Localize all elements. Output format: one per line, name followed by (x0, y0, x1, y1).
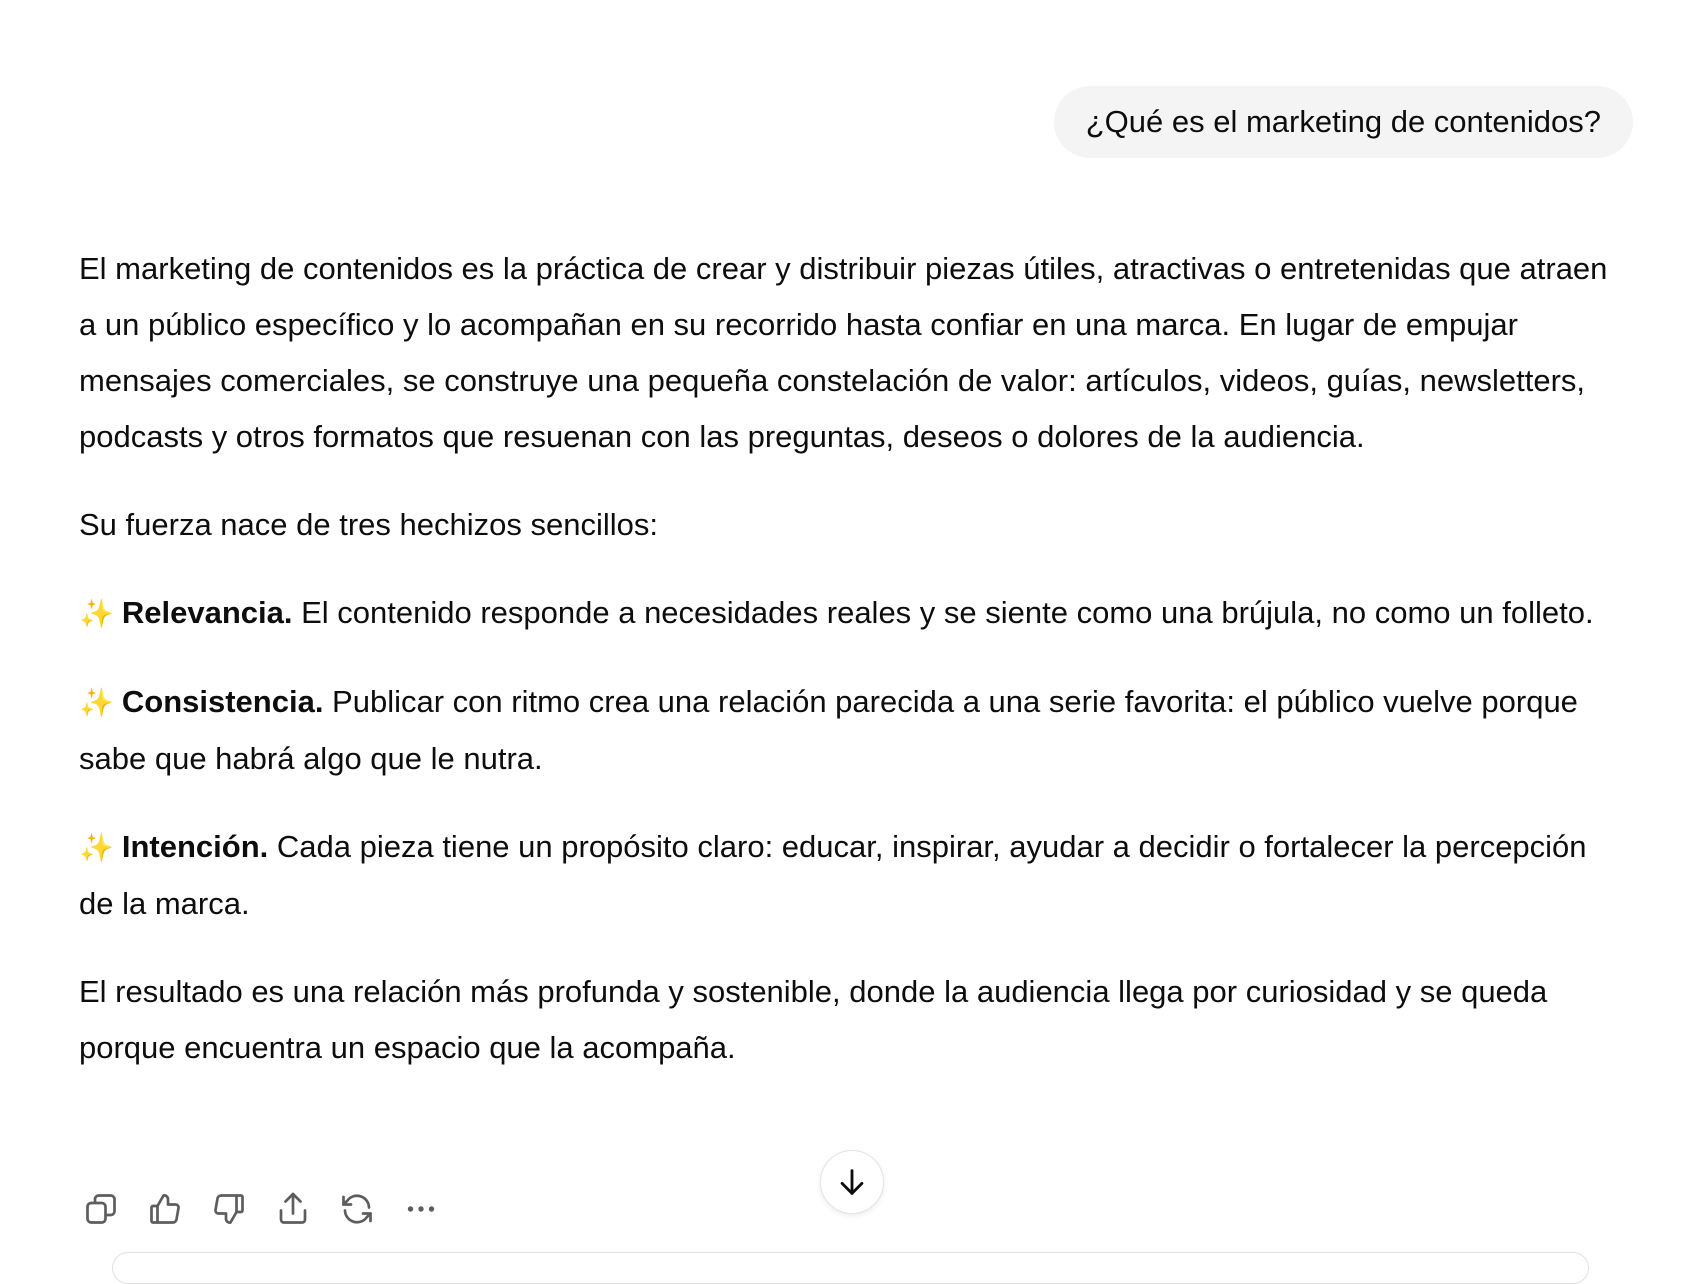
message-actions (79, 1186, 443, 1232)
composer-input-edge[interactable] (112, 1252, 1589, 1284)
conclusion-paragraph: El resultado es una relación más profunda y sostenible, donde la audiencia llega por curiosidad y se queda porque encuentra un espacio que la acompaña. (79, 974, 1548, 1065)
thumbs-down-icon (211, 1191, 247, 1227)
scroll-to-bottom-button[interactable] (820, 1150, 884, 1214)
intro-paragraph: El marketing de contenidos es la práctica de crear y distribuir piezas útiles, atractivas o entretenidas que atraen a un público específico y lo acompañan en su recorrido hasta confiar en una marca. En lugar de empujar mensajes comerciales, se construye una pequeña constelación de valor: artículos, videos, guías, newsletters, podcasts y otros formatos que resuenan con las preguntas, deseos o dolores de la audiencia. (79, 251, 1608, 454)
assistant-response (79, 241, 1624, 1108)
share-icon (275, 1191, 311, 1227)
point-title: Relevancia. (121, 595, 293, 630)
copy-icon (83, 1191, 119, 1227)
point-text: Publicar con ritmo crea una relación parecida a una serie favorita: el público vuelve porque sabe que habrá algo que le nutra. (79, 684, 1578, 776)
thumbs-up-icon (147, 1191, 183, 1227)
point-intencion (79, 819, 1624, 932)
point-text: Cada pieza tiene un propósito claro: educar, inspirar, ayudar a decidir o fortalecer la percepción de la marca. (79, 829, 1587, 921)
point-relevancia (79, 585, 1624, 642)
arrow-down-icon (835, 1165, 869, 1199)
regenerate-button[interactable] (335, 1187, 379, 1231)
sparkles-icon: ✨ (79, 832, 114, 863)
regenerate-icon (339, 1191, 375, 1227)
lead-paragraph: Su fuerza nace de tres hechizos sencillos: (79, 507, 658, 542)
thumbs-up-button[interactable] (143, 1187, 187, 1231)
point-consistencia (79, 674, 1624, 787)
point-title: Intención. (121, 829, 269, 864)
thumbs-down-button[interactable] (207, 1187, 251, 1231)
point-text: El contenido responde a necesidades reales y se siente como una brújula, no como un folleto. (292, 595, 1594, 630)
sparkles-icon: ✨ (79, 598, 114, 629)
copy-button[interactable] (79, 1187, 123, 1231)
more-options-button[interactable] (399, 1187, 443, 1231)
share-button[interactable] (271, 1187, 315, 1231)
point-title: Consistencia. (121, 684, 324, 719)
sparkles-icon: ✨ (79, 687, 114, 718)
user-message-bubble: ¿Qué es el marketing de contenidos? (1054, 86, 1633, 158)
more-icon (403, 1191, 439, 1227)
